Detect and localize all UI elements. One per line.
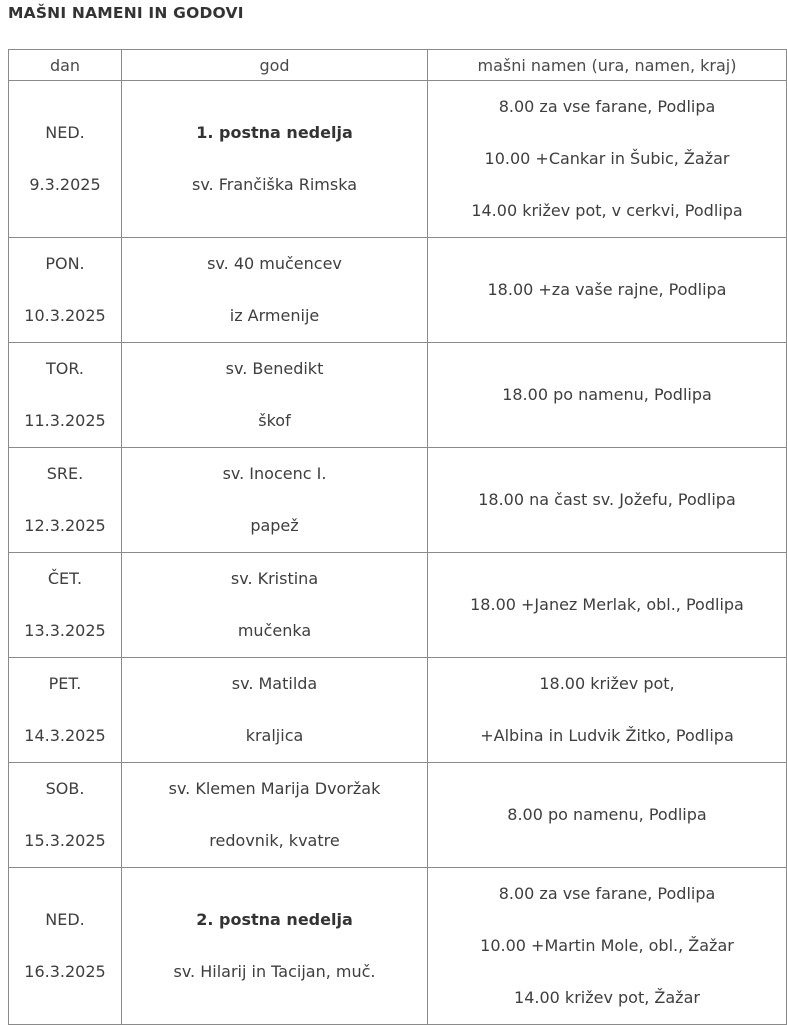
day-cell xyxy=(9,553,122,658)
day-cell xyxy=(9,343,122,448)
page-title: MAŠNI NAMENI IN GODOVI xyxy=(8,4,244,22)
mass-intention-cell xyxy=(428,238,787,343)
weekday: NED. xyxy=(45,123,85,142)
day-cell xyxy=(9,448,122,553)
mass-intention: 18.00 na čast sv. Jožefu, Podlipa xyxy=(478,490,736,509)
feast-line: sv. Hilarij in Tacijan, muč. xyxy=(173,962,376,981)
day-cell xyxy=(9,658,122,763)
column-header-namen: mašni namen (ura, namen, kraj) xyxy=(428,50,787,81)
mass-intention-cell xyxy=(428,81,787,238)
table-row xyxy=(9,81,787,238)
column-header-god: god xyxy=(122,50,428,81)
mass-intention-cell xyxy=(428,868,787,1025)
feast-line: sv. Benedikt xyxy=(225,359,324,378)
day-cell xyxy=(9,763,122,868)
feast-cell xyxy=(122,553,428,658)
mass-intention: 8.00 za vse farane, Podlipa xyxy=(498,97,716,116)
table-row xyxy=(9,658,787,763)
weekday: SOB. xyxy=(45,779,85,798)
date: 13.3.2025 xyxy=(24,621,106,640)
mass-intention: 14.00 križev pot, v cerkvi, Podlipa xyxy=(471,201,743,220)
mass-intention: 8.00 za vse farane, Podlipa xyxy=(498,884,716,903)
feast-line: mučenka xyxy=(237,621,312,640)
date: 10.3.2025 xyxy=(24,306,106,325)
table-row xyxy=(9,343,787,448)
feast-line: škof xyxy=(258,411,291,430)
feast-line: sv. Inocenc I. xyxy=(222,464,327,483)
table-row xyxy=(9,763,787,868)
mass-intention-cell xyxy=(428,343,787,448)
table-body xyxy=(9,81,787,1025)
sunday-title: 2. postna nedelja xyxy=(196,910,353,929)
weekday: NED. xyxy=(45,910,85,929)
feast-line: kraljica xyxy=(245,726,304,745)
feast-line: papež xyxy=(250,516,299,535)
date: 12.3.2025 xyxy=(24,516,106,535)
feast-line: sv. Matilda xyxy=(231,674,318,693)
weekday: ČET. xyxy=(47,569,83,588)
column-header-dan: dan xyxy=(9,50,122,81)
mass-intention-cell xyxy=(428,763,787,868)
date: 9.3.2025 xyxy=(29,175,101,194)
mass-intention: 14.00 križev pot, Žažar xyxy=(514,988,700,1007)
feast-line: iz Armenije xyxy=(229,306,320,325)
mass-intention: 18.00 po namenu, Podlipa xyxy=(502,385,712,404)
feast-cell xyxy=(122,658,428,763)
mass-schedule-table xyxy=(8,49,787,1025)
feast-cell xyxy=(122,81,428,238)
mass-intention: 18.00 +Janez Merlak, obl., Podlipa xyxy=(470,595,744,614)
table-header-row xyxy=(9,50,787,81)
table-row xyxy=(9,448,787,553)
mass-intention: 8.00 po namenu, Podlipa xyxy=(507,805,707,824)
date: 11.3.2025 xyxy=(24,411,106,430)
weekday: SRE. xyxy=(46,464,84,483)
mass-intention: 10.00 +Cankar in Šubic, Žažar xyxy=(484,149,730,168)
table-row xyxy=(9,238,787,343)
weekday: PET. xyxy=(48,674,82,693)
mass-intention-cell xyxy=(428,448,787,553)
date: 14.3.2025 xyxy=(24,726,106,745)
mass-intention: +Albina in Ludvik Žitko, Podlipa xyxy=(480,726,734,745)
mass-intention-cell xyxy=(428,658,787,763)
mass-intention: 18.00 križev pot, xyxy=(539,674,675,693)
feast-line: redovnik, kvatre xyxy=(209,831,340,850)
feast-cell xyxy=(122,238,428,343)
feast-line: sv. Kristina xyxy=(230,569,319,588)
mass-intention: 10.00 +Martin Mole, obl., Žažar xyxy=(480,936,734,955)
mass-intention-cell xyxy=(428,553,787,658)
feast-cell xyxy=(122,343,428,448)
weekday: TOR. xyxy=(46,359,84,378)
day-cell xyxy=(9,868,122,1025)
feast-line: sv. 40 mučencev xyxy=(207,254,342,273)
table-row xyxy=(9,553,787,658)
date: 16.3.2025 xyxy=(24,962,106,981)
mass-intention: 18.00 +za vaše rajne, Podlipa xyxy=(487,280,727,299)
day-cell xyxy=(9,81,122,238)
sunday-title: 1. postna nedelja xyxy=(196,123,353,142)
feast-line: sv. Klemen Marija Dvoržak xyxy=(168,779,381,798)
date: 15.3.2025 xyxy=(24,831,106,850)
feast-cell xyxy=(122,868,428,1025)
feast-cell xyxy=(122,448,428,553)
weekday: PON. xyxy=(45,254,85,273)
feast-line: sv. Frančiška Rimska xyxy=(191,175,358,194)
feast-cell xyxy=(122,763,428,868)
table-row xyxy=(9,868,787,1025)
day-cell xyxy=(9,238,122,343)
